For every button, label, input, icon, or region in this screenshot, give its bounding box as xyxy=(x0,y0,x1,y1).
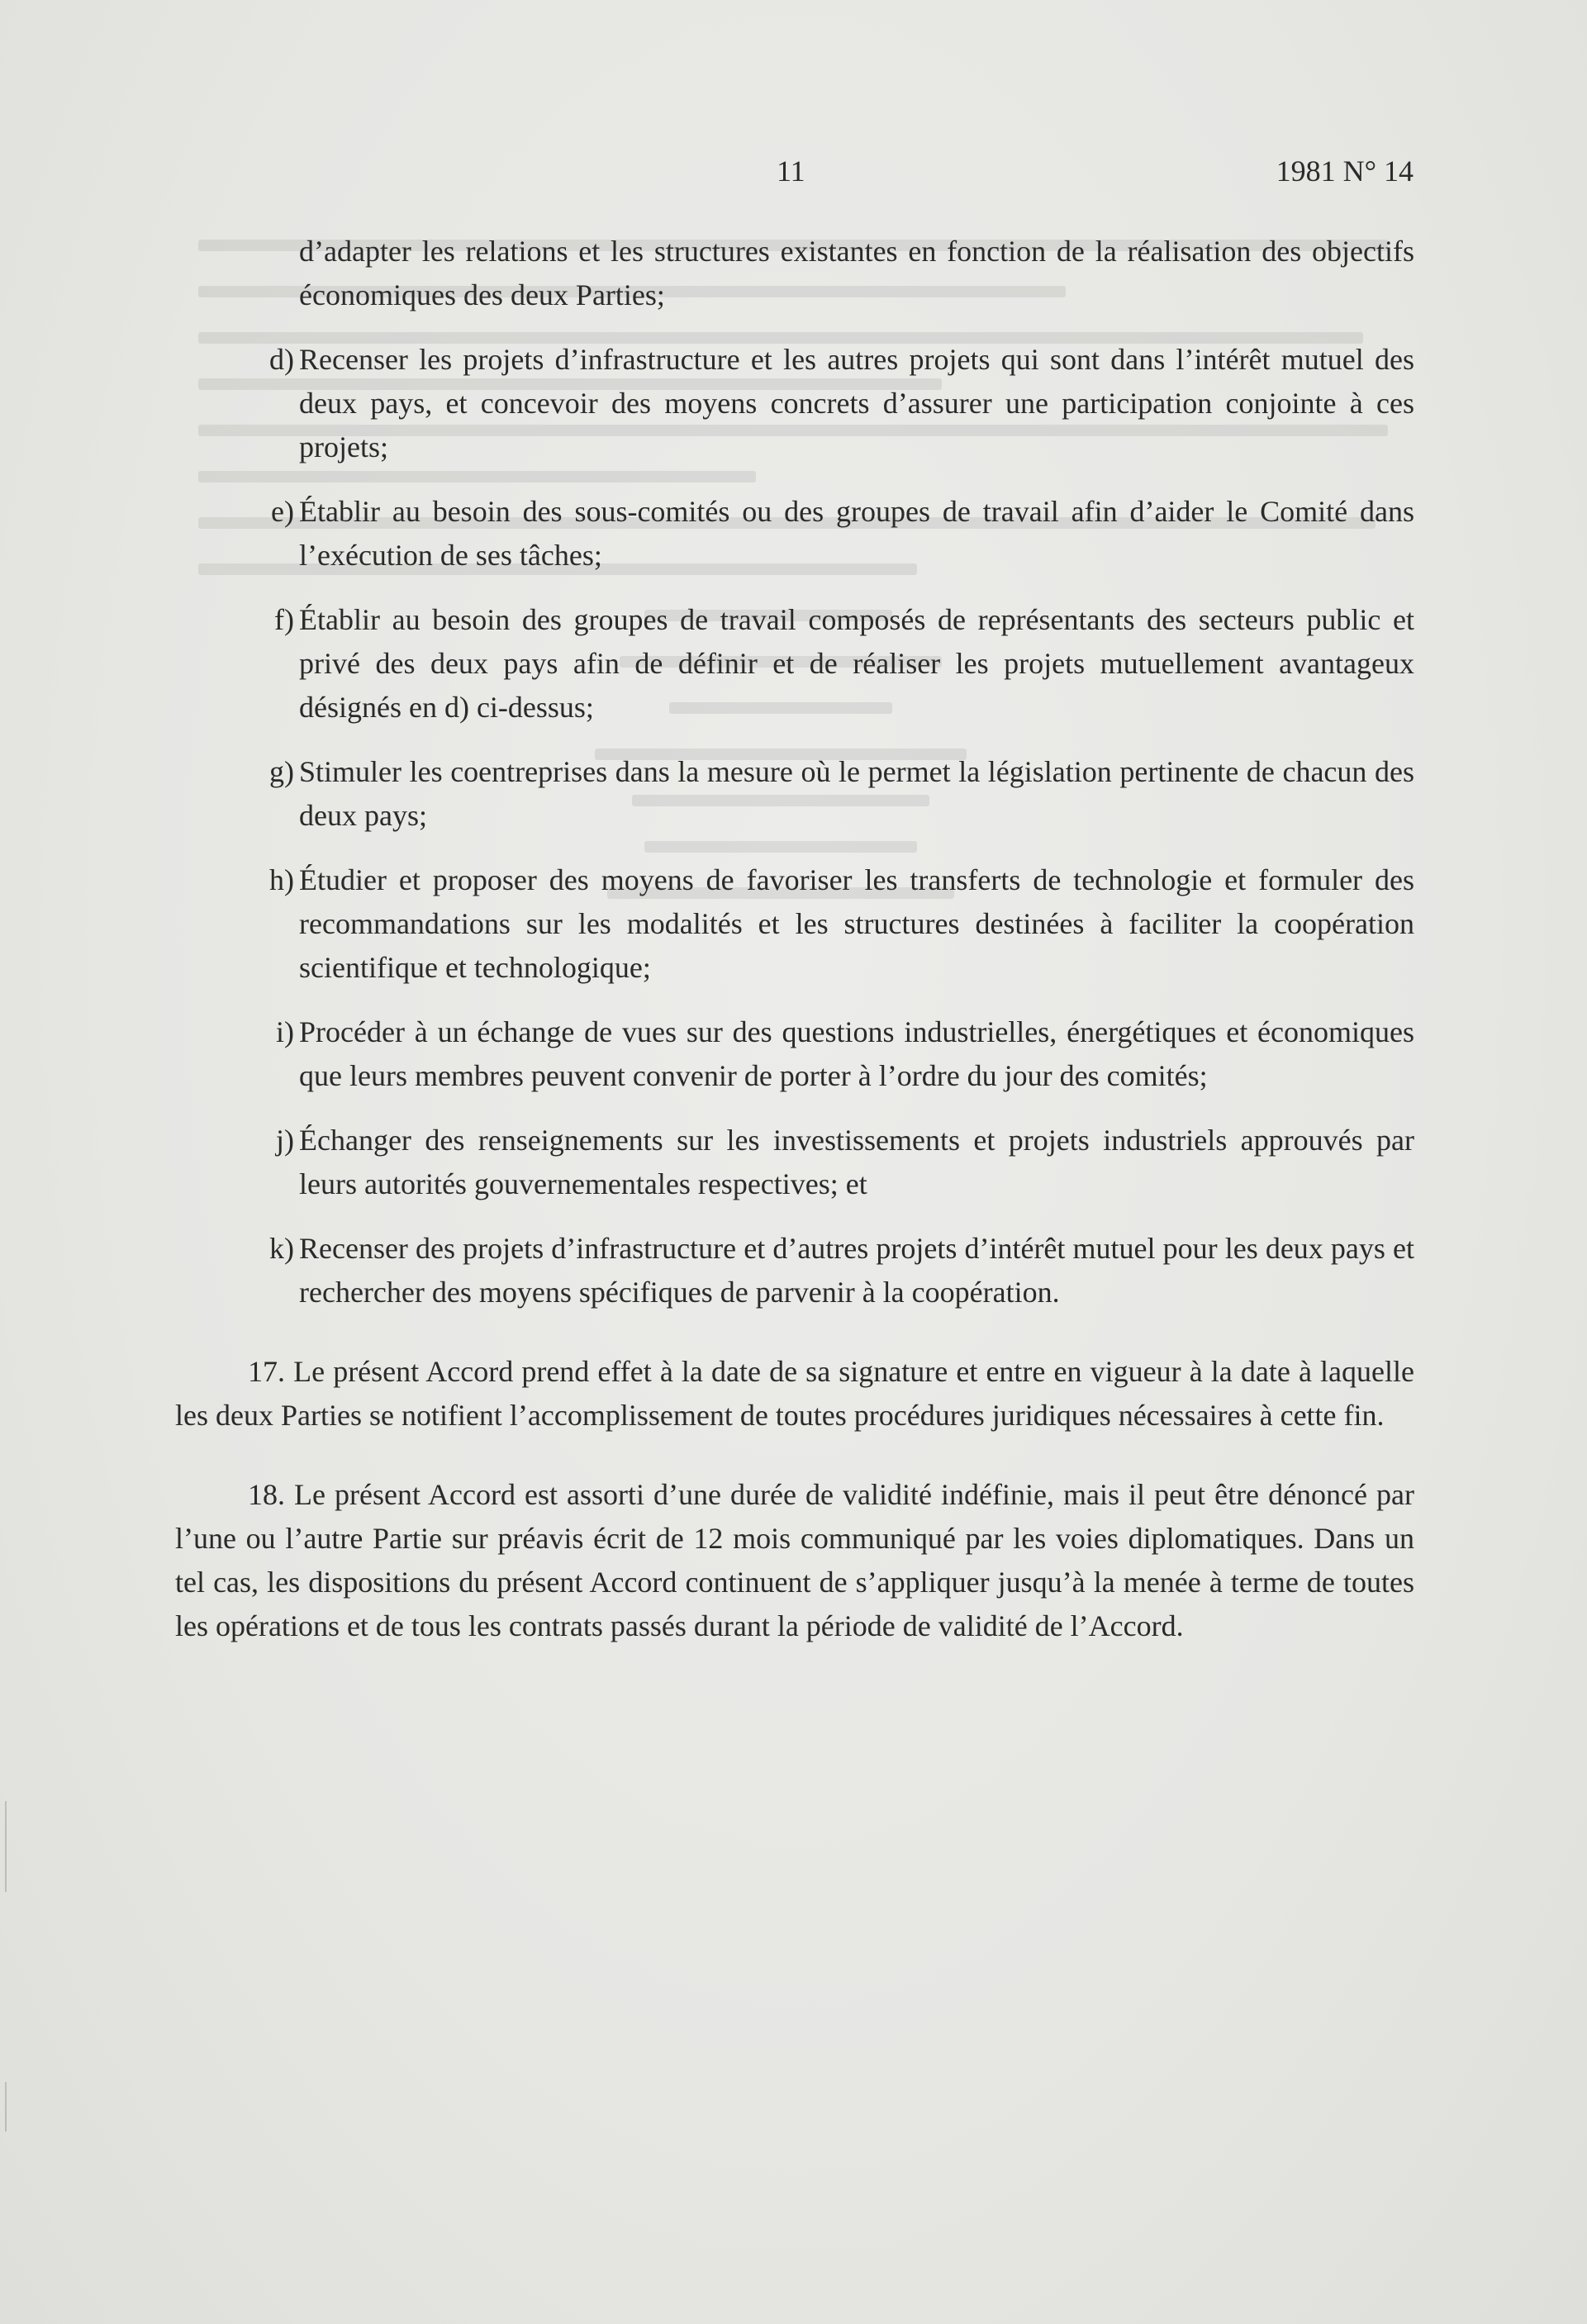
list-item-j xyxy=(175,1119,1414,1206)
item-text: Stimuler les coentreprises dans la mesure où le permet la législation pertinente de chacun des deux pays; xyxy=(299,755,1414,832)
list-item-f xyxy=(175,598,1414,730)
item-letter: h) xyxy=(269,863,294,896)
list-item-i xyxy=(175,1010,1414,1098)
item-text: Établir au besoin des groupes de travail composés de représentants des secteurs public et privé des deux pays afin de définir et de réaliser les projets mutuellement avantageux désignés en d) ci-dessus; xyxy=(299,603,1414,724)
item-text: Étudier et proposer des moyens de favoriser les transferts de technologie et formuler des recommandations sur les modalités et les structures destinées à faciliter la coopération scientifique et technologique; xyxy=(299,863,1414,984)
item-letter: d) xyxy=(269,343,294,376)
item-text: Établir au besoin des sous-comités ou des groupes de travail afin d’aider le Comité dans l’exécution de ses tâches; xyxy=(299,495,1414,572)
running-header xyxy=(0,154,1587,203)
body-text xyxy=(175,230,1414,1648)
scan-margin-mark xyxy=(5,2082,7,2132)
continued-paragraph: d’adapter les relations et les structures existantes en fonction de la réalisation des objectifs économiques des deux Parties; xyxy=(299,235,1414,311)
page-number: 11 xyxy=(777,154,805,188)
list-item-e xyxy=(175,490,1414,577)
item-letter: k) xyxy=(269,1232,294,1265)
item-letter: j) xyxy=(276,1124,294,1157)
article-18: 18. Le présent Accord est assorti d’une durée de validité indéfinie, mais il peut être dénoncé par l’une ou l’autre Partie sur préavis écrit de 12 mois communiqué par les voies diplomatiques. Dans un tel cas, les dispositions du présent Accord continuent de s’appliquer jusqu’à la menée à terme de toutes les opérations et de tous les contrats passés durant la période de validité de l’Accord. xyxy=(175,1478,1414,1642)
item-text: Procéder à un échange de vues sur des questions industrielles, énergétiques et économiques que leurs membres peuvent convenir de porter à l’ordre du jour des comités; xyxy=(299,1015,1414,1092)
item-letter: f) xyxy=(274,603,294,636)
item-letter: i) xyxy=(276,1015,294,1048)
document-reference: 1981 N° 14 xyxy=(1276,154,1414,188)
item-text: Recenser les projets d’infrastructure et les autres projets qui sont dans l’intérêt mutuel des deux pays, et concevoir des moyens concrets d’assurer une participation conjointe à ces projets; xyxy=(299,343,1414,463)
list-item-d xyxy=(175,338,1414,469)
item-text: Échanger des renseignements sur les investissements et projets industriels approuvés par leurs autorités gouvernementales respectives; et xyxy=(299,1124,1414,1200)
item-text: Recenser des projets d’infrastructure et d’autres projets d’intérêt mutuel pour les deux pays et rechercher des moyens spécifiques de parvenir à la coopération. xyxy=(299,1232,1414,1309)
article-17: 17. Le présent Accord prend effet à la date de sa signature et entre en vigueur à la date à laquelle les deux Parties se notifient l’accomplissement de toutes procédures juridiques nécessaires à cette fin. xyxy=(175,1355,1414,1432)
list-item-h xyxy=(175,858,1414,990)
scan-margin-mark xyxy=(5,1801,7,1892)
item-letter: e) xyxy=(271,495,294,528)
item-letter: g) xyxy=(269,755,294,788)
list-item-g xyxy=(175,750,1414,838)
list-item-k xyxy=(175,1227,1414,1314)
